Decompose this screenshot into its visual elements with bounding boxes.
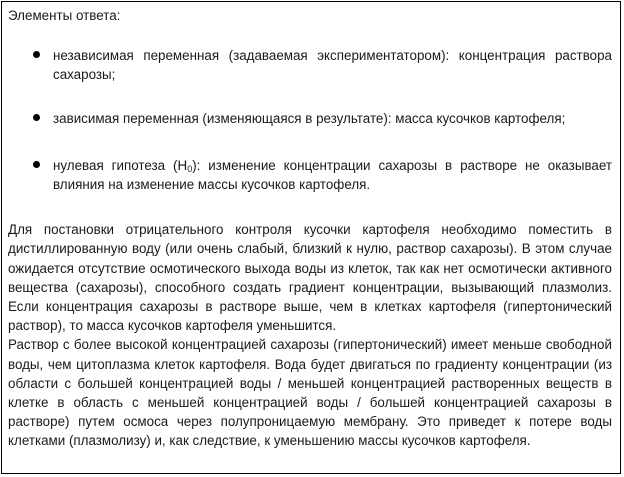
answer-elements-list	[8, 46, 614, 194]
null-hypothesis-subscript: 0	[187, 163, 193, 174]
independent-variable-text: независимая переменная (задаваемая экспериментатором): концентрация раствора сахарозы;	[53, 48, 612, 83]
null-hypothesis-text-end: ): изменение концентрации сахарозы в растворе не оказывает влияния на изменение массы кусочков картофеля.	[53, 157, 612, 193]
list-item-null-hypothesis	[8, 156, 614, 194]
answer-elements-heading: Элементы ответа:	[8, 8, 121, 23]
dependent-variable-text: зависимая переменная (изменяющаяся в результате): масса кусочков картофеля;	[53, 110, 566, 126]
list-item-dependent-variable	[8, 109, 614, 128]
osmosis-explanation-paragraph: Раствор с более высокой концентрацией сахарозы (гипертонический) имеет меньше свободной воды, чем цитоплазма клеток картофеля. Вода будет двигаться по градиенту концентрации (из области с большей концентрацией воды / меньшей концентрацией растворенных веществ в клетке в область с меньшей концентрацией воды / большей концентрацией сахарозы в растворе) путем осмоса через полупроницаемую мембрану. Это приведет к потере воды клетками (плазмолизу) и, как следствие, к уменьшению массы кусочков картофеля.	[8, 337, 612, 449]
answer-box	[1, 1, 621, 474]
negative-control-paragraph: Для постановки отрицательного контроля кусочки картофеля необходимо поместить в дистиллированную воду (или очень слабый, близкий к нулю, раствор сахарозы). В этом случае ожидается отсутствие осмотического выхода воды из клеток, так как нет осмотически активного вещества (сахарозы), способного создать градиент концентрации, вызывающий плазмолиз. Если концентрация сахарозы в растворе выше, чем в клетках картофеля (гипертонический раствор), то масса кусочков картофеля уменьшится.	[8, 222, 612, 334]
list-item-independent-variable	[8, 46, 614, 84]
null-hypothesis-text-start: нулевая гипотеза (H	[53, 157, 188, 173]
bullet-icon	[33, 51, 40, 58]
bullet-icon	[33, 161, 40, 168]
bullet-icon	[33, 114, 40, 121]
